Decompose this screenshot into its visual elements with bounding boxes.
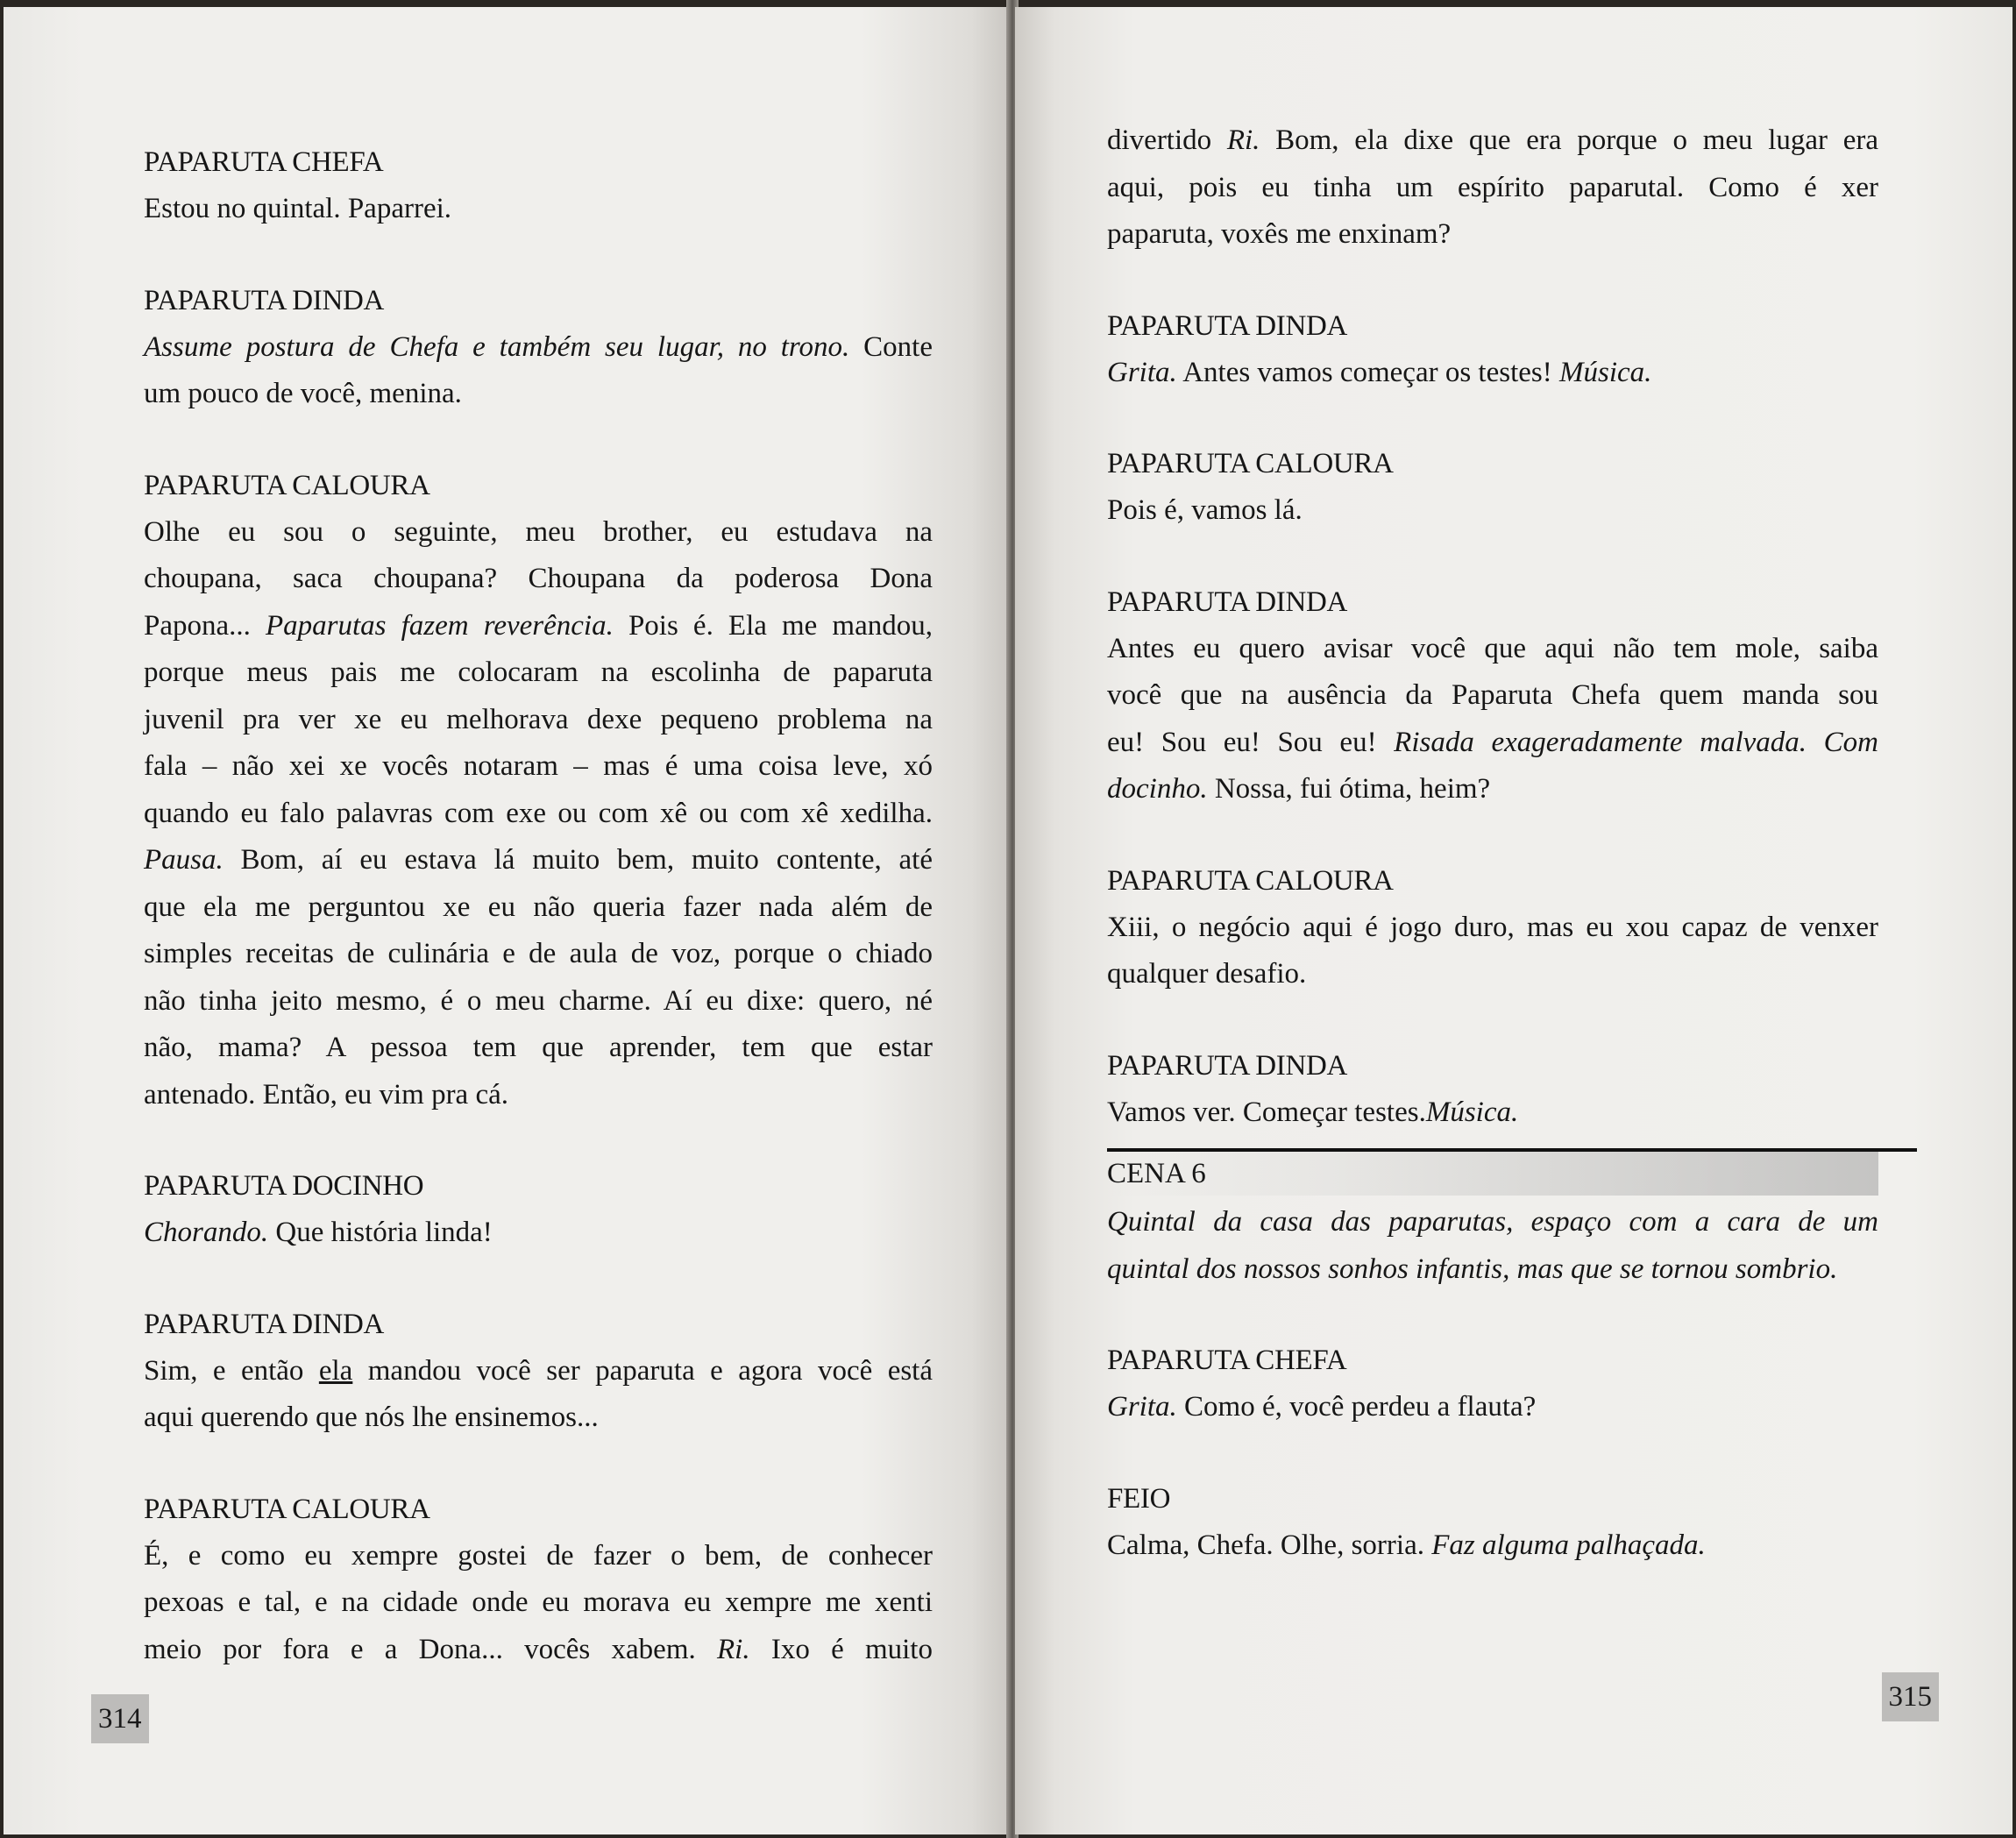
- dialogue-line: [1107, 905, 1878, 952]
- speaker-name: PAPARUTA DINDA: [144, 284, 385, 316]
- dialogue-line: [144, 649, 933, 697]
- scene-heading: CENA 6: [1107, 1152, 1878, 1196]
- stage-direction: Grita.: [1107, 1391, 1177, 1423]
- spoken-text: antenado. Então, eu vim pra cá.: [144, 1078, 508, 1111]
- spoken-text: pexoas e tal, e na cidade onde eu morava eu xempre me xenti: [144, 1586, 933, 1618]
- stage-direction: Ri.: [717, 1633, 750, 1665]
- dialogue-line: [1107, 626, 1878, 673]
- dialogue-line: [1107, 1199, 1878, 1246]
- speaker-name: PAPARUTA CHEFA: [144, 146, 384, 178]
- speaker-name: PAPARUTA DOCINHO: [144, 1170, 424, 1202]
- spoken-text: eu! Sou eu! Sou eu!: [1107, 726, 1395, 758]
- stage-direction: quintal dos nossos sonhos infantis, mas que se tornou sombrio.: [1107, 1253, 1838, 1285]
- dialogue-line: [144, 186, 933, 233]
- spoken-text: Xiii, o negócio aqui é jogo duro, mas eu xou capaz de venxer: [1107, 911, 1878, 943]
- speaker-name: PAPARUTA DINDA: [1107, 309, 1348, 342]
- dialogue-line: [144, 556, 933, 603]
- dialogue-line: [1107, 350, 1878, 397]
- spoken-text: Papona...: [144, 609, 266, 642]
- dialogue-line: [1107, 165, 1878, 212]
- right-text-column: [1107, 117, 1878, 1569]
- spoken-text: quando eu falo palavras com exe ou com xê ou com xê xedilha.: [144, 797, 933, 829]
- dialogue-line: [144, 1533, 933, 1580]
- dialogue-line: [1107, 1384, 1878, 1431]
- stage-direction: docinho.: [1107, 773, 1208, 805]
- dialogue-line: [144, 1072, 933, 1119]
- stage-direction: Faz alguma palhaçada.: [1431, 1529, 1706, 1561]
- speaker-name: PAPARUTA CALOURA: [144, 1493, 430, 1525]
- dialogue-line: [144, 603, 933, 650]
- spoken-text: Pois é. Ela me mandou,: [613, 609, 933, 642]
- dialogue-line: [1107, 1089, 1878, 1137]
- dialogue-line: [144, 837, 933, 884]
- stage-direction: Pausa.: [144, 844, 224, 876]
- spoken-text: não tinha jeito mesmo, é o meu charme. Aí eu dixe: quero, né: [144, 984, 933, 1017]
- speaker-name: FEIO: [1107, 1482, 1171, 1515]
- left-page: [4, 7, 1012, 1834]
- dialogue-line: [1107, 1522, 1878, 1570]
- spoken-text: meio por fora e a Dona... vocês xabem.: [144, 1633, 717, 1665]
- spoken-text: você que na ausência da Paparuta Chefa quem manda sou: [1107, 679, 1878, 711]
- spoken-text: Nossa, fui ótima, heim?: [1207, 773, 1491, 805]
- dialogue-line: [144, 884, 933, 932]
- dialogue-line: [1107, 672, 1878, 720]
- stage-direction: Risada exageradamente malvada. Com: [1394, 726, 1878, 758]
- spoken-text: juvenil pra ver xe eu melhorava dexe pequeno problema na: [144, 703, 933, 735]
- dialogue-line: [1107, 117, 1878, 165]
- spoken-text: Como é, você perdeu a flauta?: [1176, 1391, 1537, 1423]
- dialogue-line: [144, 1348, 933, 1395]
- speaker-name: PAPARUTA DINDA: [1107, 585, 1348, 618]
- page-number-right: 315: [1882, 1672, 1940, 1721]
- speaker-name: PAPARUTA CALOURA: [1107, 448, 1394, 479]
- dialogue-line: [144, 697, 933, 744]
- dialogue-line: [1107, 766, 1878, 813]
- spoken-text: Antes eu quero avisar você que aqui não tem mole, saiba: [1107, 632, 1878, 664]
- spoken-text: um pouco de você, menina.: [144, 378, 462, 409]
- spoken-text: paparuta, voxês me enxinam?: [1107, 218, 1452, 250]
- dialogue-line: [1107, 211, 1878, 259]
- dialogue-line: [144, 1579, 933, 1627]
- spoken-text: Sim, e então: [144, 1354, 319, 1387]
- dialogue-line: [144, 1627, 933, 1674]
- dialogue-line: [144, 791, 933, 838]
- stage-direction: Paparutas fazem reverência.: [266, 609, 614, 642]
- stage-direction: Música.: [1558, 356, 1652, 388]
- spoken-text: Conte: [849, 330, 933, 363]
- spoken-text: simples receitas de culinária e de aula de voz, porque o chiado: [144, 938, 933, 969]
- speaker-name: PAPARUTA CALOURA: [144, 469, 430, 501]
- dialogue-line: [144, 931, 933, 978]
- right-page: [1015, 7, 2012, 1834]
- spoken-text: choupana, saca choupana? Choupana da poderosa Dona: [144, 563, 933, 594]
- spoken-text: Que história linda!: [268, 1217, 493, 1248]
- stage-direction: Grita.: [1107, 356, 1177, 388]
- speaker-name: PAPARUTA CALOURA: [1107, 864, 1394, 897]
- dialogue-line: [1107, 487, 1878, 535]
- dialogue-line: [144, 978, 933, 1025]
- dialogue-line: [144, 743, 933, 791]
- dialogue-line: [1107, 720, 1878, 767]
- spoken-text: aqui querendo que nós lhe ensinemos...: [144, 1402, 599, 1433]
- spoken-text: Ixo é muito: [749, 1633, 933, 1665]
- dialogue-line: [1107, 951, 1878, 998]
- dialogue-line: [144, 509, 933, 557]
- stage-direction: Quintal da casa das paparutas, espaço com a cara de um: [1107, 1206, 1878, 1238]
- dialogue-line: [144, 371, 933, 418]
- spoken-text: porque meus pais me colocaram na escolinha de paparuta: [144, 656, 933, 688]
- spoken-text: Olhe eu sou o seguinte, meu brother, eu estudava na: [144, 515, 933, 548]
- spoken-text: qualquer desafio.: [1107, 958, 1307, 990]
- dialogue-line: [1107, 1246, 1878, 1294]
- spoken-text: que ela me perguntou xe eu não queria fazer nada além de: [144, 891, 933, 923]
- spoken-text: ela: [318, 1354, 353, 1387]
- dialogue-line: [144, 1394, 933, 1442]
- dialogue-line: [144, 1025, 933, 1072]
- spoken-text: aqui, pois eu tinha um espírito paparutal. Como é xer: [1107, 171, 1878, 203]
- spoken-text: Calma, Chefa. Olhe, sorria.: [1107, 1529, 1432, 1561]
- spoken-text: não, mama? A pessoa tem que aprender, tem que estar: [144, 1032, 933, 1063]
- spoken-text: Vamos ver. Começar testes.: [1107, 1096, 1426, 1128]
- dialogue-line: [144, 324, 933, 372]
- speaker-name: PAPARUTA CHEFA: [1107, 1345, 1347, 1376]
- dialogue-line: [144, 1210, 933, 1257]
- spoken-text: mandou você ser paparuta e agora você está: [352, 1354, 933, 1387]
- stage-direction: Assume postura de Chefa e também seu lugar, no trono.: [144, 330, 850, 363]
- speaker-name: PAPARUTA DINDA: [1107, 1049, 1348, 1082]
- left-text-column: [144, 138, 933, 1673]
- spoken-text: Bom, aí eu estava lá muito bem, muito contente, até: [223, 844, 933, 876]
- speaker-name: PAPARUTA DINDA: [144, 1308, 385, 1340]
- spoken-text: fala – não xei xe vocês notaram – mas é uma coisa leve, xó: [144, 750, 933, 782]
- page-number-left: 314: [91, 1694, 149, 1743]
- spoken-text: divertido: [1107, 124, 1227, 156]
- stage-direction: Chorando.: [144, 1217, 269, 1248]
- spoken-text: Bom, ela dixe que era porque o meu lugar era: [1260, 124, 1878, 156]
- spoken-text: É, e como eu xempre gostei de fazer o bem, de conhecer: [144, 1539, 933, 1572]
- spoken-text: Pois é, vamos lá.: [1107, 494, 1303, 526]
- spoken-text: Estou no quintal. Paparrei.: [144, 193, 452, 224]
- spoken-text: Antes vamos começar os testes!: [1176, 356, 1559, 388]
- stage-direction: Música.: [1425, 1096, 1519, 1128]
- stage-direction: Ri.: [1226, 124, 1260, 156]
